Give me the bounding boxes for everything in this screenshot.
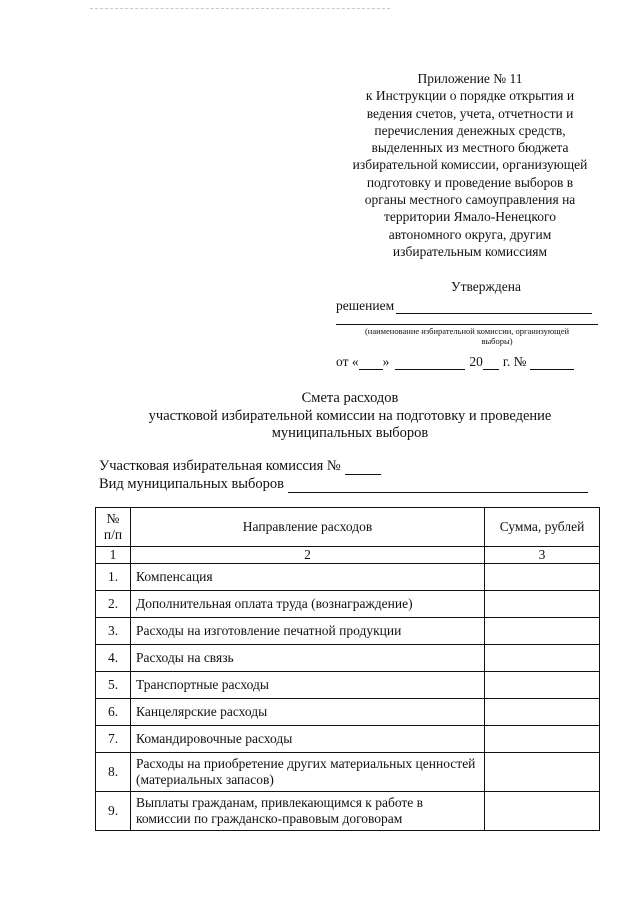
table-row [96, 753, 600, 792]
appendix-line: Приложение № 11 [417, 71, 523, 86]
date-close: » [382, 354, 390, 369]
hint-line: выборы) [481, 336, 513, 346]
header-num-line: п/п [103, 527, 123, 542]
day-blank [359, 355, 383, 370]
table-row [96, 645, 600, 672]
column-index: 1 [96, 547, 131, 564]
election-type-blank [288, 478, 588, 493]
row-num: 8. [96, 753, 131, 792]
appendix-line: органы местного самоуправления на [364, 192, 576, 208]
row-num: 6. [96, 699, 131, 726]
row-sum[interactable] [485, 792, 600, 831]
row-name: Расходы на связь [131, 645, 485, 672]
appendix-line: к Инструкции о порядке открытия и [365, 88, 575, 104]
header-direction: Направление расходов [131, 508, 485, 547]
column-index: 2 [131, 547, 485, 564]
row-num: 5. [96, 672, 131, 699]
row-num: 2. [96, 591, 131, 618]
commission-name-line [336, 314, 598, 325]
cost-table [95, 507, 600, 831]
commission-number-blank [345, 460, 381, 475]
row-name: Дополнительная оплата труда (вознаграждение) [131, 591, 485, 618]
election-type-field [99, 475, 604, 493]
row-sum[interactable] [485, 618, 600, 645]
decision-row [336, 298, 606, 314]
row-num: 4. [96, 645, 131, 672]
document-subtitle: участковой избирательной комиссии на подготовку и проведение [148, 407, 552, 424]
row-sum[interactable] [485, 672, 600, 699]
appendix-line: ведения счетов, учета, отчетности и [366, 105, 574, 121]
row-name: Компенсация [131, 564, 485, 591]
document-subtitle: муниципальных выборов [271, 425, 429, 441]
approval-block [336, 279, 606, 370]
scan-artifact-line [90, 8, 390, 9]
row-name: Выплаты гражданам, привлекающимся к работе в комиссии по гражданско-правовым договорам [131, 792, 485, 831]
commission-field [99, 457, 604, 475]
commission-label: Участковая избирательная комиссия № [99, 458, 341, 474]
number-blank [530, 355, 574, 370]
date-prefix: от « [336, 354, 359, 369]
table-row [96, 672, 600, 699]
decision-blank [396, 299, 592, 314]
year-blank [483, 355, 499, 370]
header-num [96, 508, 131, 547]
row-name: Транспортные расходы [131, 672, 485, 699]
approval-title: Утверждена [451, 279, 521, 294]
table-row [96, 591, 600, 618]
row-sum[interactable] [485, 591, 600, 618]
row-sum[interactable] [485, 699, 600, 726]
appendix-line: выделенных из местного бюджета [371, 140, 569, 156]
row-name: Расходы на изготовление печатной продукции [131, 618, 485, 645]
row-num: 1. [96, 564, 131, 591]
appendix-line: территории Ямало-Ненецкого [384, 209, 556, 225]
appendix-line: подготовку и проведение выборов в [366, 174, 574, 190]
appendix-line: избирательным комиссиям [392, 243, 548, 259]
number-label: г. № [502, 354, 527, 369]
appendix-block [320, 70, 620, 260]
row-sum[interactable] [485, 753, 600, 792]
table-row [96, 699, 600, 726]
appendix-line: автономного округа, другим [388, 226, 552, 242]
row-sum[interactable] [485, 726, 600, 753]
row-num: 7. [96, 726, 131, 753]
row-name: Расходы на приобретение других материальных ценностей (материальных запасов) [131, 753, 485, 792]
decision-label: решением [336, 298, 395, 313]
table-row [96, 792, 600, 831]
header-sum: Сумма, рублей [485, 508, 600, 547]
row-sum[interactable] [485, 564, 600, 591]
row-name: Командировочные расходы [131, 726, 485, 753]
table-row [96, 618, 600, 645]
appendix-line: избирательной комиссии, организующей [352, 157, 588, 173]
table-row [96, 726, 600, 753]
month-blank [395, 355, 465, 370]
election-type-label: Вид муниципальных выборов [99, 476, 285, 492]
table-row [96, 564, 600, 591]
year-prefix: 20 [469, 354, 483, 369]
column-index-row [96, 547, 600, 564]
commission-name-hint [336, 326, 598, 346]
row-sum[interactable] [485, 645, 600, 672]
row-num: 9. [96, 792, 131, 831]
document-title: Смета расходов [301, 390, 399, 406]
column-index: 3 [485, 547, 600, 564]
row-name: Канцелярские расходы [131, 699, 485, 726]
hint-line: (наименование избирательной комиссии, организующей [364, 326, 570, 336]
document-title-block [40, 390, 640, 443]
fields-block [99, 457, 604, 493]
date-row [336, 354, 606, 370]
row-num: 3. [96, 618, 131, 645]
table-header-row [96, 508, 600, 547]
appendix-line: перечисления денежных средств, [374, 122, 566, 138]
header-num-line: № [106, 511, 120, 526]
